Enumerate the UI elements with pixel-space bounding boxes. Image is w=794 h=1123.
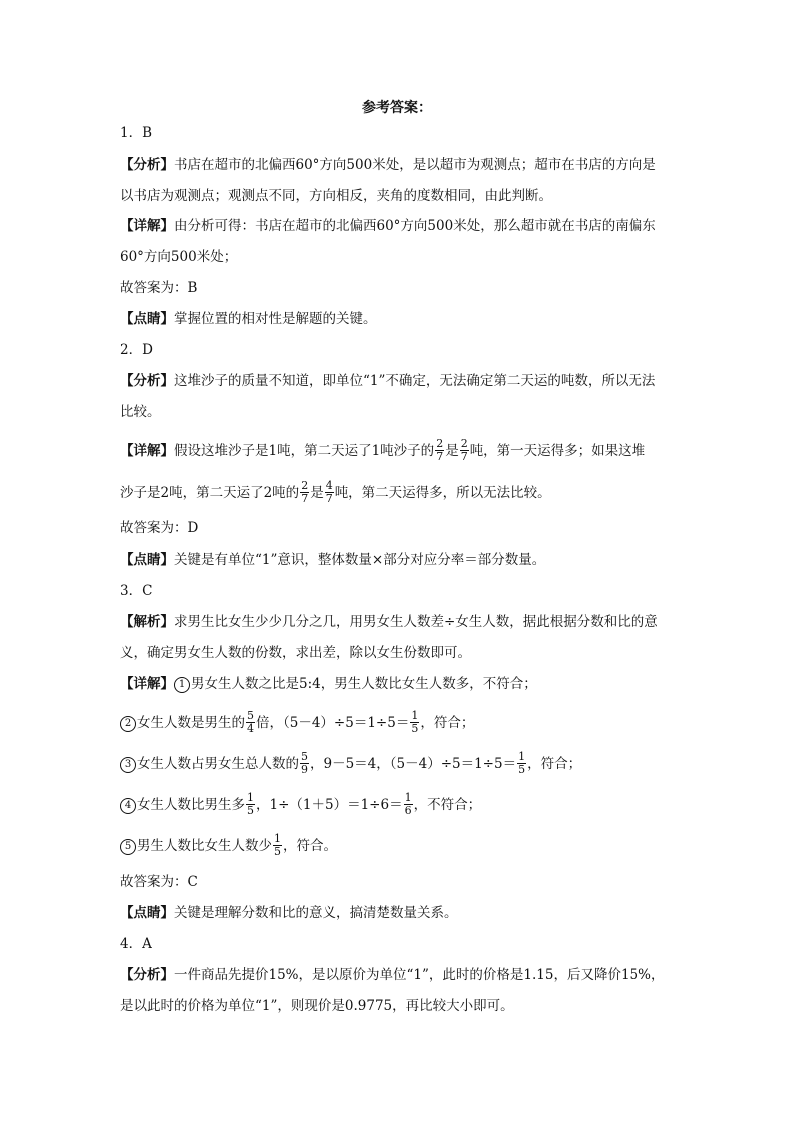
circled-number: 2	[120, 716, 136, 732]
q2-key-point: 【点睛】关键是有单位“1”意识，整体数量×部分对应分率＝部分数量。	[120, 552, 546, 568]
q3-key-point: 【点睛】关键是理解分数和比的意义，搞清楚数量关系。	[120, 905, 458, 921]
solution-tag: 【解析】	[120, 614, 174, 630]
fraction-1-6: $\frac{1}{6}$	[404, 791, 412, 817]
fraction-2-7: $\frac{2}{7}$	[460, 437, 468, 463]
q1-analysis-line2: 以书店为观测点；观测点不同，方向相反，夹角的度数相同，由此判断。	[120, 188, 552, 204]
q3-detail-step3: 3 女生人数占男女生总人数的 $\frac{5}{9}$ ，9－5＝4，（5－4）÷5＝1÷5＝ $\frac{1}{5}$ ，符合；	[120, 752, 680, 772]
detail-tag: 【详解】	[120, 218, 174, 234]
analysis-tag: 【分析】	[120, 157, 174, 173]
detail-tag: 【详解】	[120, 676, 174, 692]
q3-detail-step5: 5 男生人数比女生人数少 $\frac{1}{5}$ ，符合。	[120, 834, 680, 854]
analysis-tag: 【分析】	[120, 373, 174, 389]
q3-answer: 故答案为：C	[120, 874, 198, 890]
q3-solution-line2: 义，确定男女生人数的份数，求出差，除以女生份数即可。	[120, 645, 471, 661]
q1-detail-line1: 【详解】由分析可得：书店在超市的北偏西60°方向500米处，那么超市就在书店的南偏东	[120, 218, 656, 234]
analysis-tag: 【分析】	[120, 967, 174, 983]
circled-number: 4	[120, 798, 136, 814]
q3-detail-step4: 4 女生人数比男生多 $\frac{1}{5}$ ，1÷（1＋5）＝1÷6＝ $\frac{1}{6}$ ，不符合；	[120, 793, 680, 813]
q2-analysis-line1: 【分析】这堆沙子的质量不知道，即单位“1”不确定，无法确定第二天运的吨数，所以无法	[120, 373, 656, 389]
q4-analysis-line2: 是以此时的价格为单位“1”，则现价是0.9775，再比较大小即可。	[120, 998, 514, 1014]
fraction-5-4: $\frac{5}{4}$	[247, 709, 254, 735]
q2-answer: 故答案为：D	[120, 520, 199, 536]
q3-solution-line1: 【解析】求男生比女生少少几分之几，用男女生人数差÷女生人数，据此根据分数和比的意	[120, 614, 658, 630]
q2-detail-line2: 沙子是2吨，第二天运了2吨的 $\frac{2}{7}$ 是 $\frac{4}{7}$ 吨，第二天运得多，所以无法比较。	[120, 479, 551, 505]
fraction-1-5: $\frac{1}{5}$	[274, 832, 281, 858]
fraction-1-5: $\frac{1}{5}$	[518, 750, 526, 776]
key-point-tag: 【点睛】	[120, 905, 174, 921]
q2-detail-line1: 【详解】假设这堆沙子是1吨，第二天运了1吨沙子的 $\frac{2}{7}$ 是 $\frac{2}{7}$ 吨，第一天运得多；如果这堆	[120, 437, 646, 463]
circled-number: 5	[120, 839, 136, 855]
fraction-2-7: $\frac{2}{7}$	[301, 479, 309, 505]
q1-analysis-line1: 【分析】书店在超市的北偏西60°方向500米处，是以超市为观测点；超市在书店的方向是	[120, 157, 656, 173]
fraction-2-7: $\frac{2}{7}$	[436, 437, 444, 463]
q1-number: 1．B	[120, 125, 153, 141]
q3-detail-step2: 2 女生人数是男生的 $\frac{5}{4}$ 倍，（5－4）÷5＝1÷5＝ $\frac{1}{5}$ ，符合；	[120, 711, 680, 731]
q4-analysis-line1: 【分析】一件商品先提价15%，是以原价为单位“1”，此时的价格是1.15，后又降价15%，	[120, 967, 665, 983]
detail-tag: 【详解】	[120, 443, 174, 459]
circled-number: 1	[174, 677, 190, 693]
q1-detail-line2: 60°方向500米处；	[120, 249, 238, 265]
fraction-4-7: $\frac{4}{7}$	[325, 479, 333, 505]
q1-key-point: 【点睛】掌握位置的相对性是解题的关键。	[120, 311, 377, 327]
q2-number: 2．D	[120, 342, 153, 358]
fraction-5-9: $\frac{5}{9}$	[301, 750, 308, 776]
q2-analysis-line2: 比较。	[120, 404, 161, 420]
key-point-tag: 【点睛】	[120, 311, 174, 327]
key-point-tag: 【点睛】	[120, 552, 174, 568]
q3-detail-step1: 【详解】 1 男女生人数之比是5:4，男生人数比女生人数多，不符合；	[120, 676, 537, 692]
q1-answer: 故答案为：B	[120, 280, 198, 296]
q3-number: 3．C	[120, 583, 153, 599]
circled-number: 3	[120, 757, 136, 773]
q4-number: 4．A	[120, 936, 152, 952]
page-title: 参考答案：	[362, 100, 432, 116]
fraction-1-5: $\frac{1}{5}$	[411, 709, 419, 735]
fraction-1-5: $\frac{1}{5}$	[247, 791, 254, 817]
